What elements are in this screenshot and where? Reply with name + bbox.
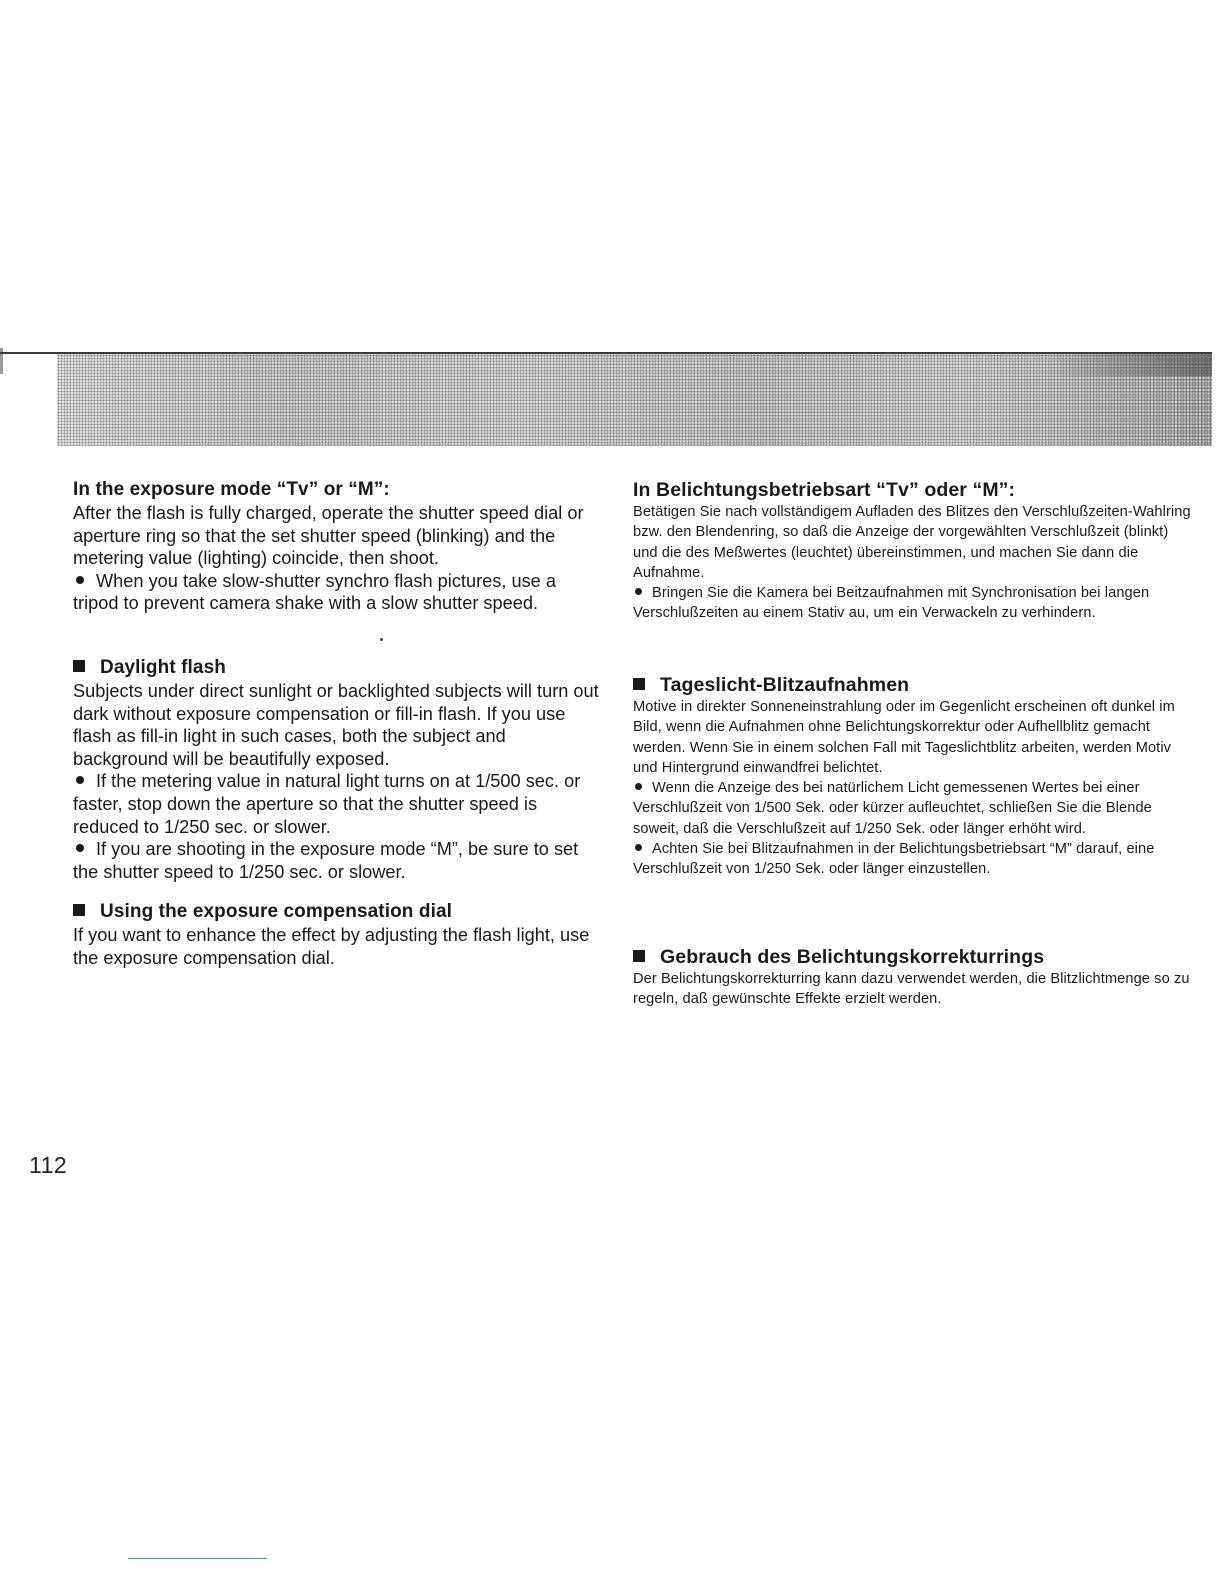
english-section-daylight-flash: [73, 656, 603, 900]
bullet-item: [633, 778, 1193, 839]
bullet-text: Wenn die Anzeige des bei natürlichem Licht gemessenen Wertes bei einer Verschlußzeit von 1/500 Sek. oder kürzer aufleuchtet, schließen Sie die Blende soweit, daß die Verschlußzeit auf 1/250 Sek. oder länger erhöht wird.: [633, 780, 1152, 837]
section-heading: [633, 673, 1193, 697]
bullet-text: If the metering value in natural light turns on at 1/500 sec. or faster, stop down the aperture so that the shutter speed is reduced to 1/250 sec. or slower.: [73, 771, 581, 837]
bullet-text: If you are shooting in the exposure mode “M”, be sure to set the shutter speed to 1/250 sec. or slower.: [73, 839, 579, 882]
bullet-item: [73, 570, 603, 615]
section-heading: [633, 945, 1193, 969]
bullet-text: Bringen Sie die Kamera bei Beitzaufnahmen mit Synchronisation bei langen Verschlußzeiten au einem Stativ au, um ein Verwackeln zu verhindern.: [633, 585, 1150, 622]
bullet-text: When you take slow-shutter synchro flash pictures, use a tripod to prevent camera shake with a slow shutter speed.: [73, 570, 556, 614]
bullet-text: Achten Sie bei Blitzaufnahmen in der Belichtungsbetriebsart “M” darauf, eine Verschlußzeit von 1/250 Sek. oder länger einzustellen.: [633, 841, 1155, 878]
section-heading: [73, 900, 603, 924]
bullet-icon: [635, 588, 642, 595]
square-bullet-icon: [73, 904, 85, 916]
section-paragraph: After the flash is fully charged, operate the shutter speed dial or aperture ring so that the set shutter speed (blinking) and the metering value (lighting) coincide, then shoot.: [73, 503, 584, 569]
bullet-item: [73, 838, 603, 883]
bullet-icon: [76, 576, 84, 584]
header-band-shadow: [1050, 354, 1212, 376]
section-paragraph: If you want to enhance the effect by adjusting the flash light, use the exposure compensation dial.: [73, 925, 590, 968]
section-paragraph: Subjects under direct sunlight or backlighted subjects will turn out dark without exposure compensation or fill-in flash. If you use flash as fill-in light in such cases, both the subject and background will be beautifully exposed.: [73, 681, 599, 769]
bullet-icon: [76, 776, 84, 784]
section-heading: [73, 656, 603, 680]
bullet-icon: [635, 844, 642, 851]
square-bullet-icon: [633, 950, 645, 962]
bullet-item: [73, 770, 603, 838]
square-bullet-icon: [73, 660, 85, 672]
section-heading-text: Daylight flash: [100, 657, 226, 678]
section-heading-text: Using the exposure compensation dial: [100, 901, 453, 922]
german-section-exposure-mode: [633, 478, 1193, 673]
german-section-daylight-flash: [633, 673, 1193, 945]
section-heading: In the exposure mode “Tv” or “M”:: [73, 479, 390, 500]
bullet-item: [633, 583, 1193, 624]
section-heading-text: Tageslicht-Blitzaufnahmen: [660, 674, 910, 696]
english-column: [73, 478, 603, 969]
german-column: [633, 478, 1193, 1010]
section-paragraph: Motive in direkter Sonneneinstrahlung oder im Gegenlicht erscheinen oft dunkel im Bild, wenn die Aufnahmen ohne Belichtungskorrektur oder Aufhellblitz gemacht werden. Wenn Sie in einem solchen Fall mit Tageslichtblitz arbeiten, werden Motiv und Hintergrund einwandfrei belichtet.: [633, 699, 1175, 776]
english-section-exposure-mode: [73, 478, 603, 656]
print-speck: [380, 638, 383, 641]
page-number: 112: [29, 1152, 68, 1178]
section-heading-text: Gebrauch des Belichtungskorrekturrings: [660, 946, 1045, 968]
header-halftone-band: [57, 354, 1212, 446]
section-heading: In Belichtungsbetriebsart “Tv” oder “M”:: [633, 479, 1016, 501]
bullet-icon: [76, 844, 84, 852]
bullet-icon: [635, 783, 642, 790]
section-paragraph: Betätigen Sie nach vollständigem Aufladen des Blitzes den Verschlußzeiten-Wahlring bzw. den Blendenring, so daß die Anzeige der vorgewählten Verschlußzeit (blinkt) und die des Meßwertes (leuchtet) übereinstimmen, und machen Sie dann die Aufnahme.: [633, 504, 1191, 581]
english-section-compensation-dial: [73, 900, 603, 969]
bullet-item: [633, 839, 1193, 880]
german-section-compensation-ring: [633, 945, 1193, 1010]
square-bullet-icon: [633, 678, 645, 690]
section-paragraph: Der Belichtungskorrekturring kann dazu verwendet werden, die Blitzlichtmenge so zu regeln, daß gewünschte Effekte erzielt werden.: [633, 971, 1190, 1008]
bottom-scan-line: [128, 1558, 267, 1559]
